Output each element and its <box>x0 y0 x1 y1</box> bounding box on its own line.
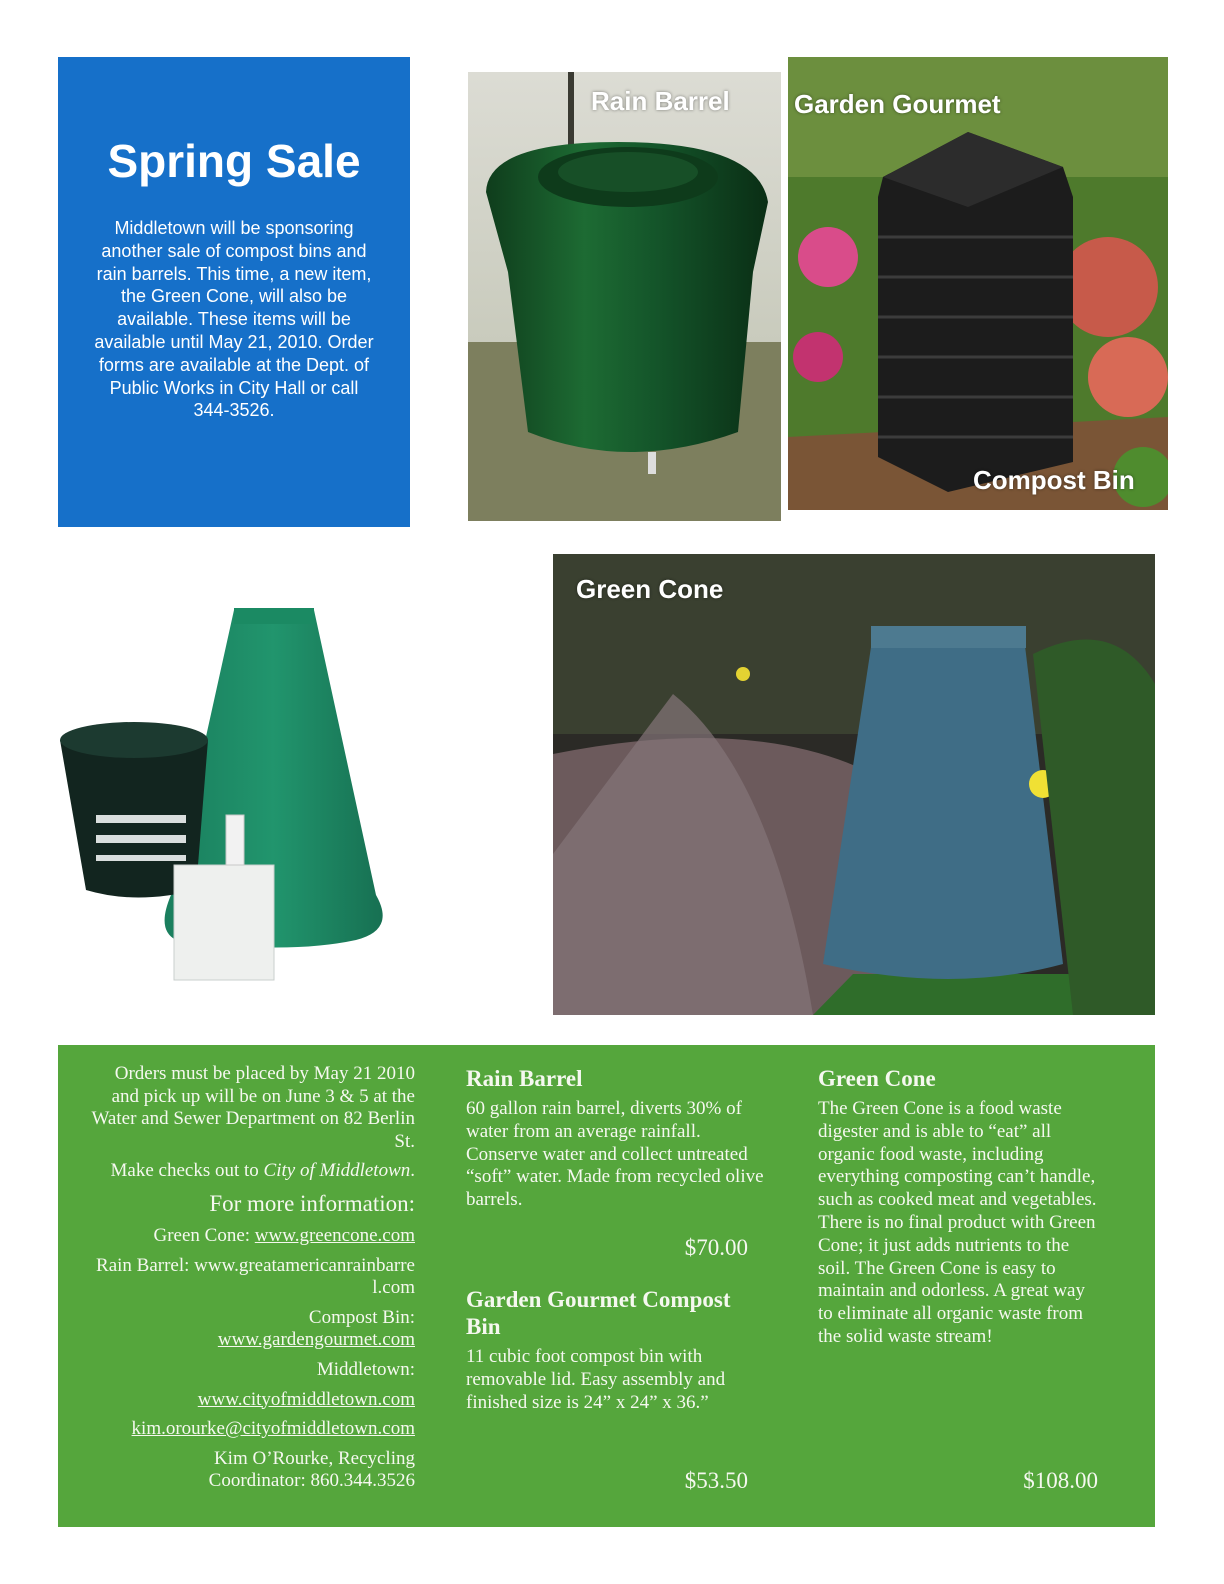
greatamericanrainbarrel-link[interactable]: www.greatamericanrainbarrel.com <box>194 1254 415 1299</box>
spring-sale-box <box>58 57 410 527</box>
checks-payee: City of Middletown <box>263 1160 411 1182</box>
compost-bin-product <box>466 1286 766 1414</box>
green-cone-contact-label: Green Cone: <box>153 1224 255 1246</box>
more-info-heading: For more information: <box>209 1190 415 1216</box>
garden-gourmet-label: Garden Gourmet <box>794 89 1001 119</box>
product-description: 60 gallon rain barrel, diverts 30% of water from an average rainfall. Conserve water and collect untreated “soft” water. Made from recycled olive barrels. <box>466 1098 764 1211</box>
green-cone-product <box>818 1065 1098 1349</box>
compost-bin-price: $53.50 <box>684 1468 748 1493</box>
checks-prefix: Make checks out to <box>110 1160 264 1182</box>
middletown-contact-label: Middletown: <box>316 1358 415 1380</box>
rain-barrel-photo <box>468 72 781 521</box>
gardengourmet-link[interactable]: www.gardengourmet.com <box>217 1329 415 1351</box>
compost-bin-contact-label: Compost Bin: <box>308 1306 415 1328</box>
coordinator-contact <box>88 1448 415 1493</box>
order-deadline-text: Orders must be placed by May 21 2010 and pick up will be on June 3 & 5 at the Water and Sewer Department on 82 Berlin St. <box>91 1063 415 1152</box>
rain-barrel-image <box>468 72 781 521</box>
coordinator-phone: Coordinator: 860.344.3526 <box>208 1470 415 1492</box>
compost-bin-contact <box>88 1307 415 1352</box>
compost-bin-image <box>788 57 1168 510</box>
greencone-link[interactable]: www.greencone.com <box>254 1224 415 1246</box>
rain-barrel-contact-label: Rain Barrel: <box>96 1254 195 1276</box>
garden-gourmet-photo <box>788 57 1168 510</box>
product-title: Green Cone <box>818 1066 936 1091</box>
green-cone-product-photo <box>56 600 416 985</box>
rain-barrel-label: Rain Barrel <box>591 86 730 116</box>
compost-bin-label: Compost Bin <box>973 465 1135 495</box>
order-info-box <box>58 1045 1155 1527</box>
rain-barrel-price: $70.00 <box>684 1235 748 1260</box>
green-cone-garden-image <box>553 554 1155 1015</box>
rain-barrel-product <box>466 1065 766 1212</box>
rain-barrel-contact <box>88 1255 415 1300</box>
coordinator-name: Kim O’Rourke, Recycling <box>213 1447 415 1469</box>
green-cone-photo <box>553 554 1155 1015</box>
product-description: 11 cubic foot compost bin with removable lid. Easy assembly and finished size is 24” x 24” x 36.” <box>466 1346 726 1413</box>
promo-title: Spring Sale <box>107 135 361 187</box>
green-cone-kit-image <box>56 600 416 985</box>
checks-payable-text <box>88 1160 415 1183</box>
product-description: The Green Cone is a food waste digester and is able to “eat” all organic food waste, including everything composting can’t handle, such as cooked meat and vegetables. There is no final product with Green Cone; it just adds nutrients to the soil. The Green Cone is easy to maintain and odorless. A great way to eliminate all organic waste from the solid waste stream! <box>818 1098 1097 1347</box>
ordering-column <box>88 1063 415 1500</box>
green-cone-price: $108.00 <box>1023 1468 1098 1493</box>
cityofmiddletown-link[interactable]: www.cityofmiddletown.com <box>197 1388 415 1410</box>
product-title: Rain Barrel <box>466 1066 583 1091</box>
promo-body: Middletown will be sponsoring another sale of compost bins and rain barrels. This time, a new item, the Green Cone, will also be available. These items will be available until May 21, 2010. Order forms are available at the Dept. of Public Works in City Hall or call 344-3526. <box>94 218 374 421</box>
product-title: Garden Gourmet Compost Bin <box>466 1287 731 1339</box>
green-cone-label: Green Cone <box>576 574 724 604</box>
green-cone-contact <box>88 1225 415 1248</box>
email-link[interactable]: kim.orourke@cityofmiddletown.com <box>131 1418 415 1440</box>
checks-suffix: . <box>410 1160 415 1182</box>
